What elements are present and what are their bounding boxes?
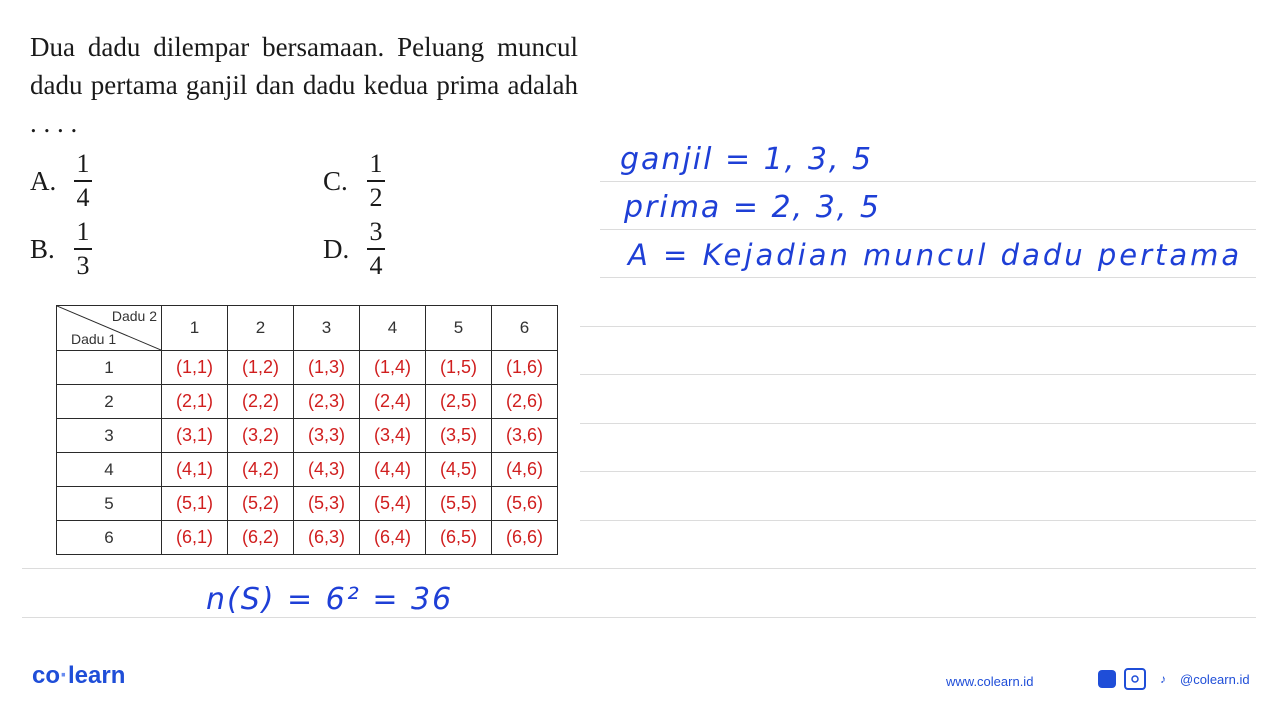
table-header-row: [57, 306, 558, 351]
fraction-denominator: 4: [369, 251, 383, 280]
instagram-icon[interactable]: [1124, 668, 1146, 690]
outcome-cell: (1,6): [492, 351, 558, 385]
outcome-cell: (6,5): [426, 521, 492, 555]
outcome-cell: (2,4): [360, 385, 426, 419]
outcome-cell: (2,2): [228, 385, 294, 419]
ruled-line: [580, 520, 1256, 521]
column-header: 3: [294, 306, 360, 351]
option-fraction: [367, 218, 385, 280]
column-header: 5: [426, 306, 492, 351]
outcome-cell: (3,1): [162, 419, 228, 453]
social-handle[interactable]: @colearn.id: [1180, 671, 1250, 687]
outcome-cell: (1,1): [162, 351, 228, 385]
table-row: [57, 351, 558, 385]
outcome-cell: (4,2): [228, 453, 294, 487]
table-row: [57, 385, 558, 419]
outcome-cell: (3,5): [426, 419, 492, 453]
option-a: [30, 150, 92, 212]
outcome-cell: (5,6): [492, 487, 558, 521]
outcome-cell: (1,5): [426, 351, 492, 385]
outcome-cell: (2,6): [492, 385, 558, 419]
outcome-cell: (3,2): [228, 419, 294, 453]
outcome-cell: (4,6): [492, 453, 558, 487]
outcome-cell: (1,4): [360, 351, 426, 385]
option-d: [323, 218, 385, 280]
row-header: 1: [57, 351, 162, 385]
option-b: [30, 218, 92, 280]
logo-dot: ·: [60, 662, 69, 689]
outcome-cell: (6,2): [228, 521, 294, 555]
column-header: 1: [162, 306, 228, 351]
fraction-numerator: 3: [369, 217, 383, 246]
handwriting-ganjil: ganjil = 1, 3, 5: [620, 142, 874, 177]
ruled-line: [580, 326, 1256, 327]
handwriting-event-a: A = Kejadian muncul dadu pertama: [628, 238, 1243, 272]
fraction-bar: [367, 248, 385, 250]
ruled-line: [600, 277, 1256, 278]
outcome-cell: (1,3): [294, 351, 360, 385]
row-header: 6: [57, 521, 162, 555]
ruled-line: [600, 181, 1256, 182]
option-fraction: [367, 150, 385, 212]
option-c: [323, 150, 385, 212]
fraction-numerator: 1: [76, 149, 90, 178]
fraction-numerator: 1: [76, 217, 90, 246]
outcome-cell: (3,4): [360, 419, 426, 453]
row-header: 5: [57, 487, 162, 521]
column-header: 2: [228, 306, 294, 351]
fraction-denominator: 4: [76, 183, 90, 212]
table-row: [57, 487, 558, 521]
option-letter: A.: [30, 165, 57, 196]
facebook-icon[interactable]: f: [1098, 670, 1116, 688]
fraction-numerator: 1: [369, 149, 383, 178]
option-letter: C.: [323, 165, 348, 196]
dice-outcome-table: [56, 305, 558, 555]
fraction-bar: [74, 180, 92, 182]
column-header: 6: [492, 306, 558, 351]
outcome-cell: (5,3): [294, 487, 360, 521]
outcome-cell: (5,1): [162, 487, 228, 521]
outcome-cell: (2,1): [162, 385, 228, 419]
fraction-bar: [74, 248, 92, 250]
outcome-cell: (3,6): [492, 419, 558, 453]
outcome-cell: (5,5): [426, 487, 492, 521]
handwriting-prima: prima = 2, 3, 5: [624, 190, 881, 225]
colearn-logo: [32, 662, 125, 690]
outcome-cell: (2,5): [426, 385, 492, 419]
ruled-line: [580, 471, 1256, 472]
logo-text-learn: learn: [68, 662, 126, 689]
option-letter: D.: [323, 233, 350, 264]
fraction-denominator: 2: [369, 183, 383, 212]
fraction-denominator: 3: [76, 251, 90, 280]
table-row: [57, 521, 558, 555]
table-row: [57, 419, 558, 453]
outcome-cell: (1,2): [228, 351, 294, 385]
row-header: 3: [57, 419, 162, 453]
tiktok-icon[interactable]: ♪: [1160, 672, 1166, 686]
corner-label-dadu-1: Dadu 1: [71, 331, 117, 347]
outcome-cell: (5,2): [228, 487, 294, 521]
corner-label-dadu-2: Dadu 2: [111, 308, 157, 324]
outcome-cell: (3,3): [294, 419, 360, 453]
outcome-cell: (2,3): [294, 385, 360, 419]
fraction-bar: [367, 180, 385, 182]
website-link[interactable]: www.colearn.id: [946, 674, 1034, 689]
ruled-line: [600, 229, 1256, 230]
ruled-line: [22, 617, 1256, 618]
outcome-cell: (4,1): [162, 453, 228, 487]
outcome-cell: (4,5): [426, 453, 492, 487]
table-row: [57, 453, 558, 487]
handwriting-sample-space: n(S) = 6² = 36: [206, 582, 454, 617]
ruled-line: [22, 568, 1256, 569]
outcome-cell: (4,3): [294, 453, 360, 487]
table-corner-cell: [57, 306, 162, 351]
row-header: 2: [57, 385, 162, 419]
outcome-cell: (6,4): [360, 521, 426, 555]
ruled-line: [580, 374, 1256, 375]
row-header: 4: [57, 453, 162, 487]
option-letter: B.: [30, 233, 55, 264]
logo-text-co: co: [32, 662, 61, 689]
outcome-cell: (6,1): [162, 521, 228, 555]
outcome-cell: (6,3): [294, 521, 360, 555]
outcome-cell: (6,6): [492, 521, 558, 555]
column-header: 4: [360, 306, 426, 351]
option-fraction: [74, 150, 92, 212]
social-links: [1098, 668, 1250, 690]
outcome-cell: (4,4): [360, 453, 426, 487]
question-text: Dua dadu dilempar bersamaan. Peluang muncul dadu pertama ganjil dan dadu kedua prima adalah . . . .: [30, 32, 578, 138]
option-fraction: [74, 218, 92, 280]
ruled-line: [580, 423, 1256, 424]
outcome-cell: (5,4): [360, 487, 426, 521]
